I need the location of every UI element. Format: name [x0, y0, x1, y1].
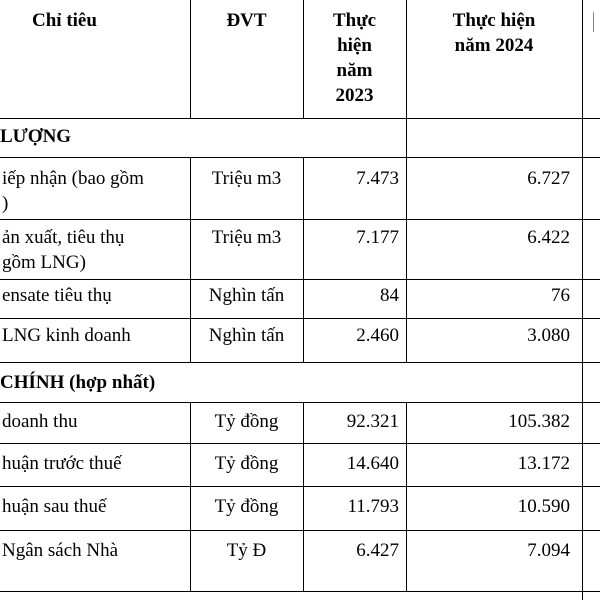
row-value-2024: 10.590	[517, 496, 570, 517]
row-value-2023: 6.427	[356, 540, 399, 561]
row-label: Ngân sách Nhà	[2, 540, 119, 561]
row-value-2024: 3.080	[527, 325, 570, 346]
row-unit: Nghìn tấn	[208, 285, 285, 306]
header-unit: ĐVT	[226, 10, 267, 31]
row-value-2023: 84	[380, 285, 399, 306]
rule	[0, 118, 600, 119]
row-value-2024: 105.382	[508, 411, 570, 432]
clipped-glyph	[593, 12, 594, 32]
row-unit: Tỷ đồng	[214, 496, 279, 517]
rule	[0, 318, 600, 319]
rule	[0, 279, 600, 280]
row-value-2023: 11.793	[347, 496, 399, 517]
row-unit: Tỷ Đ	[226, 540, 267, 561]
row-unit: Nghìn tấn	[208, 325, 285, 346]
header-2024-line2: năm 2024	[454, 35, 534, 56]
row-label: huận trước thuế	[2, 453, 122, 474]
rule	[0, 219, 600, 220]
row-label: doanh thu	[2, 411, 78, 432]
header-2023-line2: hiện	[337, 35, 372, 56]
row-unit: Tỷ đồng	[214, 411, 279, 432]
row-value-2023: 2.460	[356, 325, 399, 346]
rule	[0, 486, 600, 487]
row-label: ản xuất, tiêu thụ	[2, 227, 125, 248]
row-value-2024: 6.422	[527, 227, 570, 248]
header-2024-line1: Thực hiện	[452, 10, 536, 31]
row-value-2023: 14.640	[346, 453, 399, 474]
row-label: gồm LNG)	[2, 252, 86, 273]
rule	[582, 0, 583, 600]
header-2023-line1: Thực	[332, 10, 377, 31]
row-label: iếp nhận (bao gồm	[2, 168, 144, 189]
row-label: LNG kinh doanh	[2, 325, 131, 346]
row-value-2024: 13.172	[517, 453, 570, 474]
row-value-2024: 7.094	[527, 540, 570, 561]
section-title: CHÍNH (hợp nhất)	[0, 372, 156, 393]
row-value-2023: 7.473	[356, 168, 399, 189]
row-value-2023: 7.177	[356, 227, 399, 248]
row-label: ensate tiêu thụ	[2, 285, 112, 306]
row-label: )	[2, 193, 9, 214]
row-label: huận sau thuế	[2, 496, 107, 517]
row-value-2024: 76	[551, 285, 570, 306]
row-unit: Triệu m3	[211, 227, 282, 248]
section-title: LƯỢNG	[0, 126, 72, 147]
rule	[0, 530, 600, 531]
row-value-2023: 92.321	[346, 411, 399, 432]
header-2023-line4: 2023	[335, 85, 374, 106]
row-unit: Triệu m3	[211, 168, 282, 189]
header-2023-line3: năm	[336, 60, 373, 81]
header-indicator: Chỉ tiêu	[32, 10, 97, 31]
rule	[0, 362, 600, 363]
rule	[0, 402, 600, 403]
rule	[0, 443, 600, 444]
row-unit: Tỷ đồng	[214, 453, 279, 474]
rule	[0, 591, 600, 592]
rule	[0, 157, 600, 158]
row-value-2024: 6.727	[527, 168, 570, 189]
